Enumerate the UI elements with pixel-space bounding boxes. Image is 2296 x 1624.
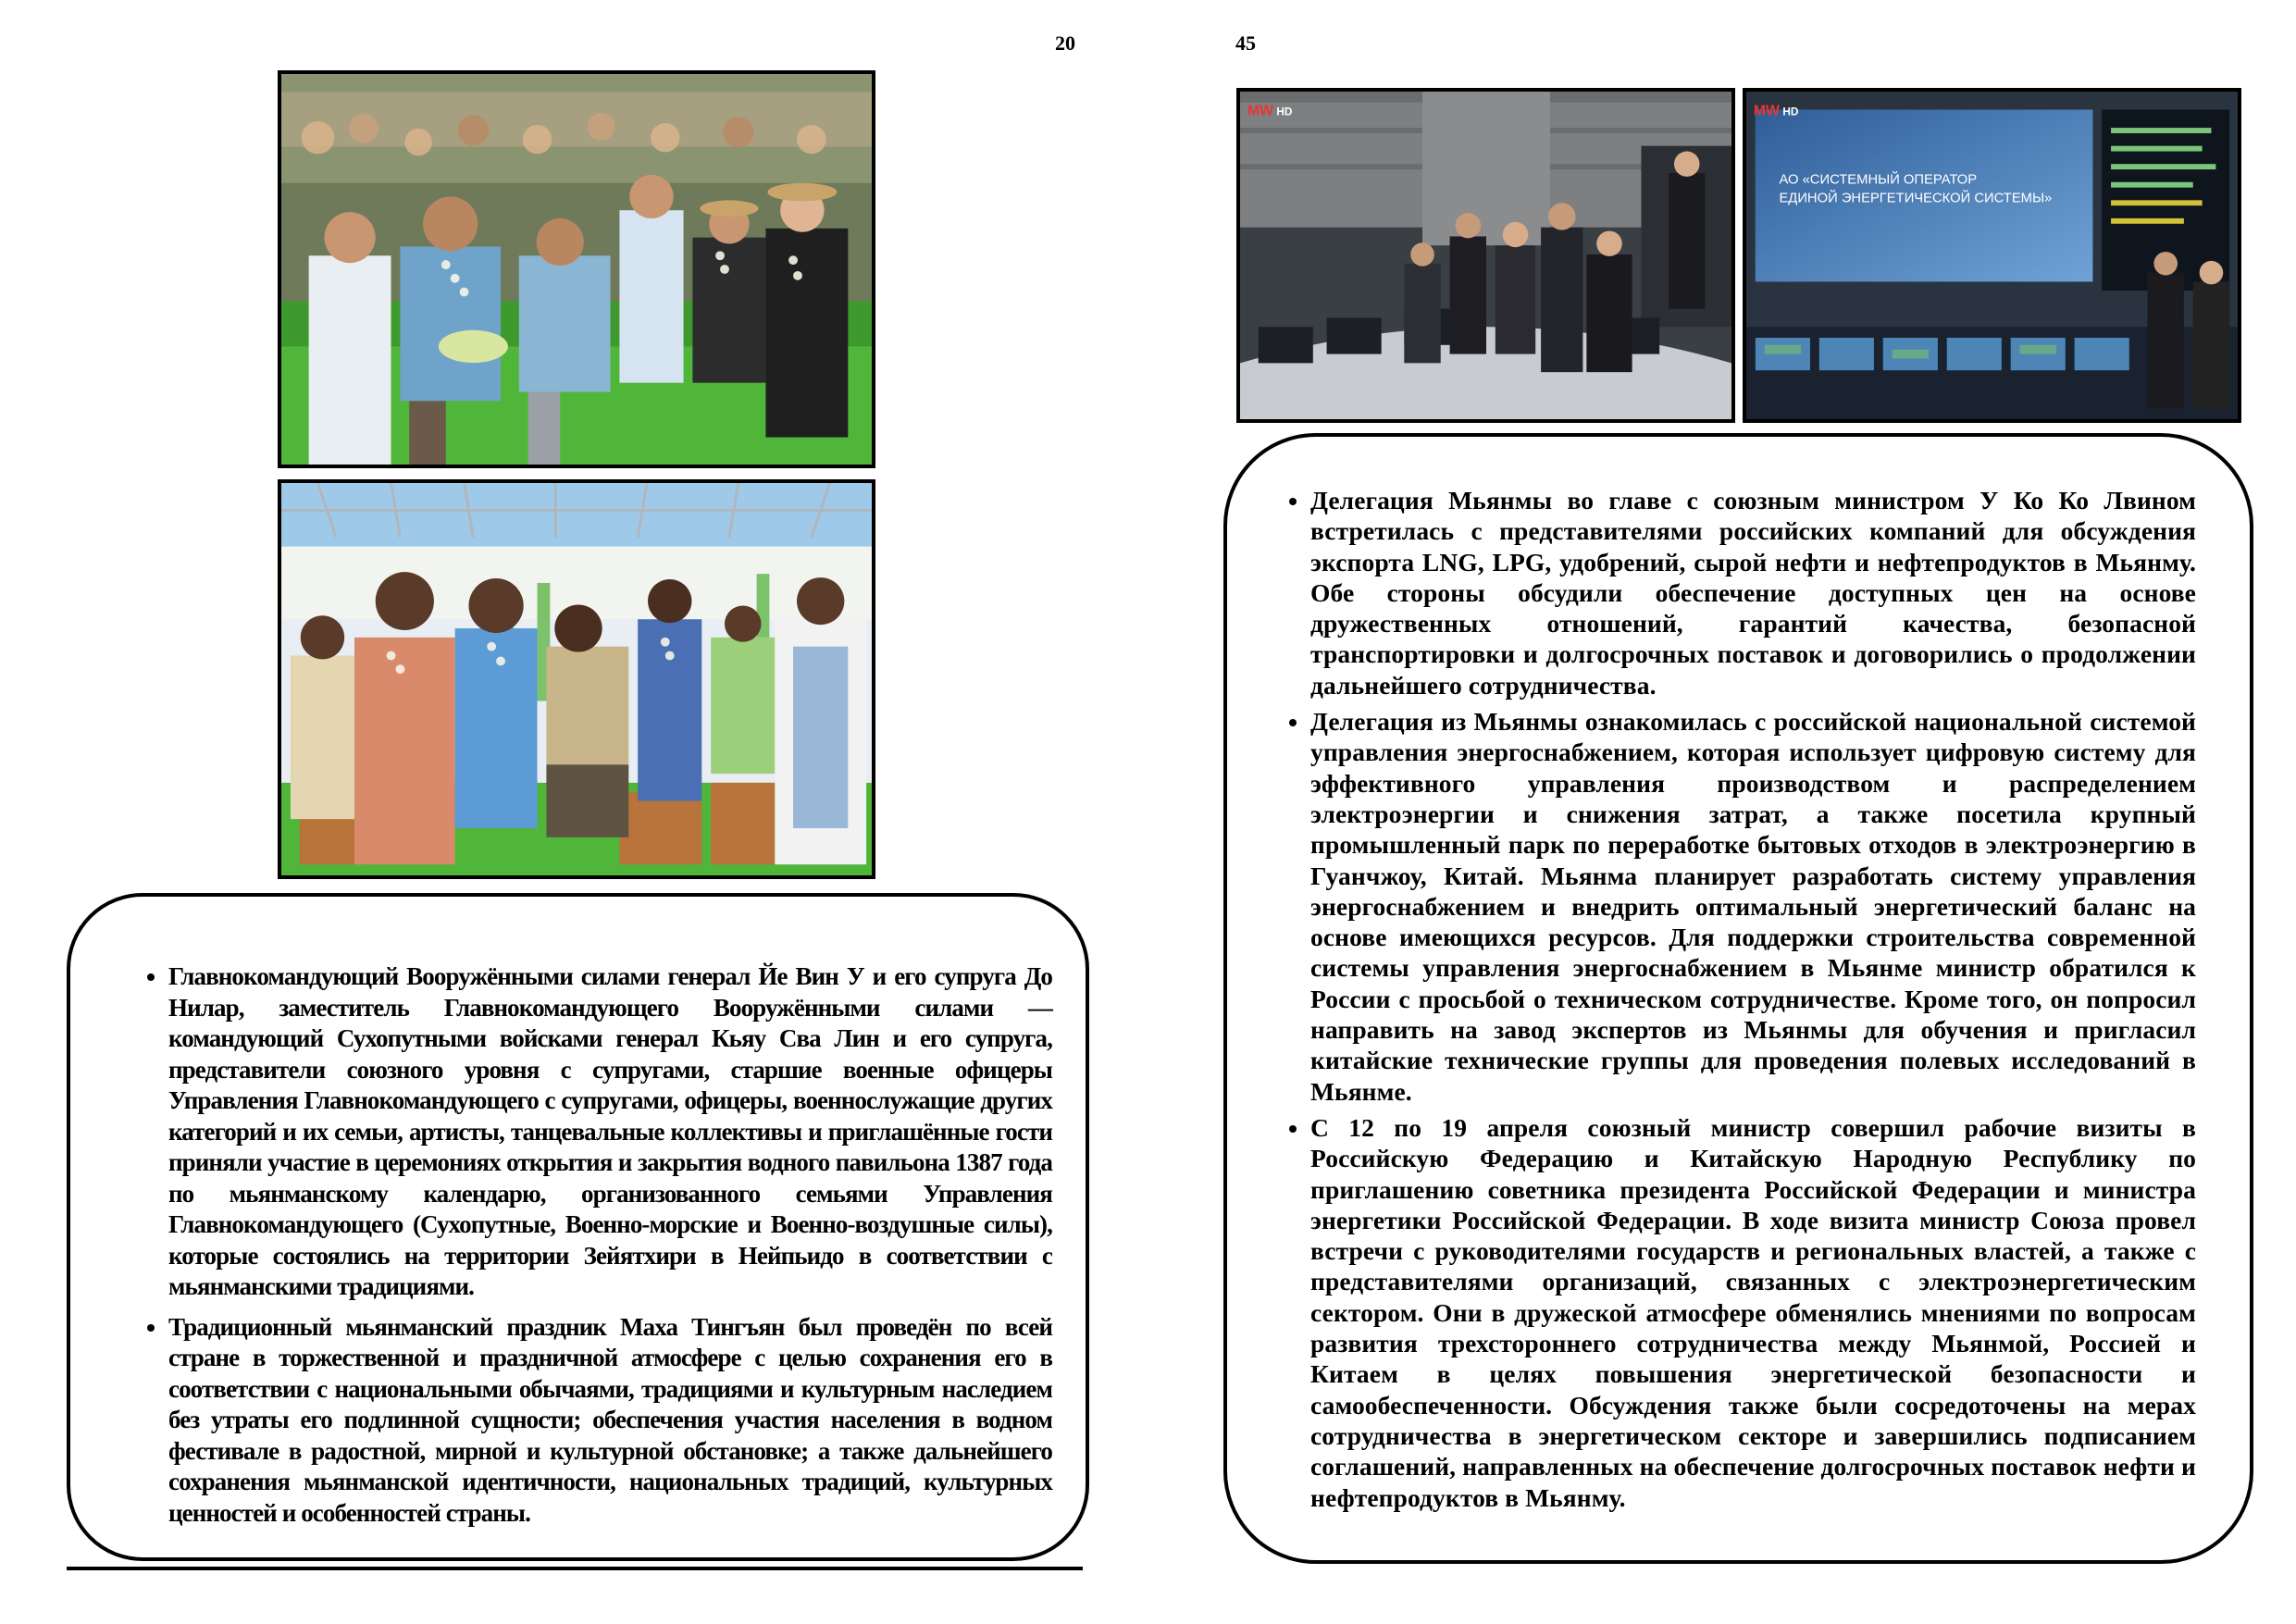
list-item: • Делегация из Мьянмы ознакомилась с российской национальной системой управления энергоснабжением, которая использует цифровую систему для эффективного управления производством и распределением электроэнергии и снижения затрат, а также посетила крупный промышленный парк по переработке бытовых отходов в электроэнергию в Гуанчжоу, Китай. Мьянма планирует разработать систему управления энергоснабжением и внедрить оптимальный энергетический баланс на основе имеющихся ресурсов. Для поддержки строительства современной системы управления энергоснабжением в Мьянме министр обратился к России с просьбой о техническом сотрудничестве. Кроме того, он попросил направить на завод экспертов из Мьянмы для обучения и пригласил китайские технические группы для проведения полевых исследований в Мьянме. [1310,706,2196,1107]
tv-logo-left: MW [1247,103,1273,119]
screen-caption-line2: ЕДИНОЙ ЭНЕРГЕТИЧЕСКОЙ СИСТЕМЫ» [1779,191,2053,206]
list-item: • Делегация Мьянмы во главе с союзным министром У Ко Ко Лвином встретилась с представителями российских компаний для обсуждения экспорта LNG, LPG, удобрений, сырой нефти и нефтепродуктов в Мьянму. Обе стороны обсудили обеспечение доступных цен на основе дружественных отношений, гарантий качества, безопасной транспортировки и долгосрочных поставок и договорились о продолжении дальнейшего сотрудничества. [1310,485,2196,700]
bullet-list-left [137,961,1052,1529]
photo-control-room-delegation [1236,88,1735,423]
bullet-list-right [1279,485,2196,1513]
photo-water-festival-greeting [278,70,875,468]
tv-hd-left: HD [1276,105,1293,118]
divider-line [67,1567,1083,1570]
photo-water-pavilion-ceremony [278,479,875,879]
tv-logo-right: MW [1753,103,1780,119]
screen-caption-line1: АО «СИСТЕМНЫЙ ОПЕРАТОР [1779,172,1978,188]
page-number-left: 20 [1055,31,1075,55]
list-item: • Главнокомандующий Вооружёнными силами генерал Йе Вин У и его супруга До Нилар, заместитель Главнокомандующего Вооружёнными силами — командующий Сухопутными войсками генерал Кьяу Сва Лин и его супруга, представители союзного уровня с супругами, старшие военные офицеры Управления Главнокомандующего с супругами, офицеры, военнослужащие других категорий и их семьи, артисты, танцевальные коллективы и приглашённые гости приняли участие в церемониях открытия и закрытия водного павильона 1387 года по мьянманскому календарю, организованного семьями Управления Главнокомандующего (Сухопутные, Военно-морские и Военно-воздушные силы), которые состоялись на территории Зейятхири в Нейпьидо в соответствии с мьянманскими традициями. [168,961,1052,1303]
text-box-right [1223,433,2253,1564]
list-item: • С 12 по 19 апреля союзный министр совершил рабочие визиты в Российскую Федерацию и Китайскую Народную Республику по приглашению советника президента Российской Федерации и министра энергетики Российской Федерации. В ходе визита министр Союза провел встречи с руководителями государств и региональных властей, а также с представителями организаций, связанных с электроэнергетическим сектором. Они в дружеской атмосфере обменялись мнениями по вопросам развития трехстороннего сотрудничества между Мьянмой, Россией и Китаем в целях повышения энергетической безопасности и самообеспеченности. Обсуждения также были сосредоточены на мерах сотрудничества в энергетическом секторе и завершились подписанием соглашений, направленных на обеспечение долгосрочных поставок нефти и нефтепродуктов в Мьянму. [1310,1112,2196,1513]
photo-system-operator-screen [1743,88,2241,423]
text-box-left [67,893,1089,1561]
list-item: • Традиционный мьянманский праздник Маха Тингъян был проведён по всей стране в торжественной и праздничной атмосфере с целью сохранения его в соответствии с национальными обычаями, традициями и культурным наследием без утраты его подлинной сущности; обеспечения участия населения в водном фестивале в радостной, мирной и культурной обстановке; а также дальнейшего сохранения мьянманской идентичности, национальных традиций, культурных ценностей и особенностей страны. [168,1312,1052,1530]
tv-hd-right: HD [1782,105,1799,118]
page-number-right: 45 [1235,31,1256,55]
